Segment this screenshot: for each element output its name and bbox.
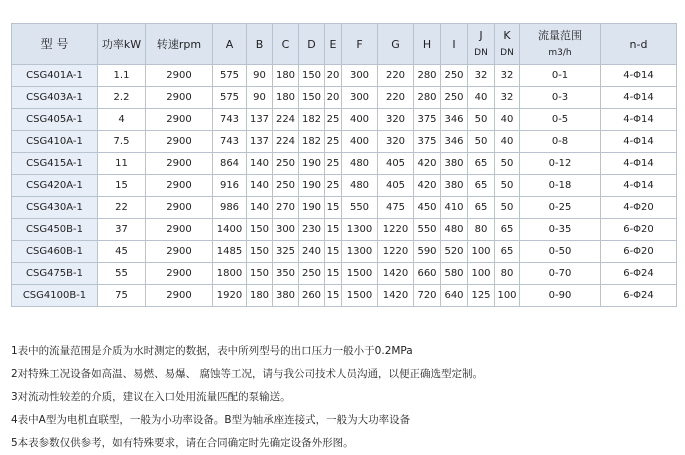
column-header-label: I [452,37,456,51]
table-cell: 6-Φ20 [601,241,677,263]
table-cell: 550 [342,197,378,219]
table-cell: 55 [98,263,146,285]
table-cell: 25 [325,131,342,153]
column-header [495,24,520,65]
table-cell: 182 [299,131,325,153]
table-cell: 50 [495,153,520,175]
table-cell: 150 [299,65,325,87]
table-cell: 22 [98,197,146,219]
table-cell: 224 [273,109,299,131]
table-cell: 50 [468,109,495,131]
table-cell: 75 [98,285,146,307]
model-cell: CSG405A-1 [12,109,98,131]
column-header-label: 功率kW [101,37,142,51]
note-1: 1表中的流量范围是介质为水时测定的数据，表中所列型号的出口压力一般小于0.2MPa [11,345,413,357]
table-cell: 182 [299,109,325,131]
table-cell: 375 [414,109,441,131]
table-cell: 250 [273,153,299,175]
table-cell: 100 [495,285,520,307]
table-cell: 2900 [146,153,213,175]
table-cell: 1800 [213,263,247,285]
column-header-unit: DN [500,47,514,58]
table-cell: 190 [299,175,325,197]
table-cell: 65 [468,153,495,175]
column-header-label: J [479,28,483,42]
table-cell: 864 [213,153,247,175]
table-cell: 250 [441,87,468,109]
column-header [213,24,247,65]
table-cell: 250 [299,263,325,285]
column-header [441,24,468,65]
table-cell: 420 [414,153,441,175]
table-cell: 15 [98,175,146,197]
column-header-label: K [503,28,511,42]
table-cell: 100 [468,241,495,263]
table-cell: 405 [378,175,414,197]
table-cell: 80 [468,219,495,241]
table-cell: 65 [495,241,520,263]
model-cell: CSG430A-1 [12,197,98,219]
column-header-label: A [225,37,234,51]
table-cell: 250 [441,65,468,87]
table-cell: 380 [273,285,299,307]
table-cell: 580 [441,263,468,285]
model-cell: CSG415A-1 [12,153,98,175]
table-cell: 400 [342,131,378,153]
column-header [414,24,441,65]
table-cell: 743 [213,109,247,131]
table-cell: 137 [247,109,273,131]
note-2: 2对特殊工况设备如高温、易燃、易爆、 腐蚀等工况，请与我公司技术人员沟通，以便正确选型定制。 [11,368,484,380]
table-row [12,153,677,175]
column-header-label: 流量范围 [538,28,582,42]
column-header-label: D [307,37,316,51]
table-cell: 270 [273,197,299,219]
table-cell: 240 [299,241,325,263]
table-cell: 140 [247,197,273,219]
column-header-unit: m3/h [548,47,572,58]
table-cell: 125 [468,285,495,307]
table-cell: 4-Φ14 [601,175,677,197]
table-cell: 32 [495,65,520,87]
table-cell: 405 [378,153,414,175]
table-cell: 2900 [146,175,213,197]
column-header-label: n-d [629,37,648,51]
table-cell: 65 [495,219,520,241]
column-header-unit: DN [474,47,488,58]
model-cell: CSG475B-1 [12,263,98,285]
table-cell: 720 [414,285,441,307]
table-cell: 0-90 [520,285,601,307]
table-row [12,285,677,307]
table-cell: 1500 [342,263,378,285]
column-header [520,24,601,65]
table-cell: 140 [247,175,273,197]
table-cell: 916 [213,175,247,197]
table-cell: 80 [495,263,520,285]
note-3: 3对流动性较差的介质，建议在入口处用流量匹配的泵输送。 [11,391,291,403]
table-cell: 280 [414,87,441,109]
table-cell: 15 [325,241,342,263]
table-cell: 743 [213,131,247,153]
model-cell: CSG403A-1 [12,87,98,109]
table-cell: 480 [441,219,468,241]
table-cell: 1300 [342,241,378,263]
table-cell: 450 [414,197,441,219]
table-cell: 40 [495,131,520,153]
table-cell: 2900 [146,219,213,241]
table-cell: 250 [273,175,299,197]
table-cell: 1300 [342,219,378,241]
table-cell: 190 [299,197,325,219]
table-cell: 260 [299,285,325,307]
notes-section [11,340,681,455]
column-header [468,24,495,65]
table-cell: 2900 [146,87,213,109]
column-header [273,24,299,65]
table-cell: 346 [441,131,468,153]
table-cell: 575 [213,87,247,109]
model-cell: CSG4100B-1 [12,285,98,307]
table-cell: 50 [495,197,520,219]
table-cell: 0-35 [520,219,601,241]
table-cell: 380 [441,153,468,175]
table-cell: 0-50 [520,241,601,263]
table-cell: 150 [247,263,273,285]
note-4: 4表中A型为电机直联型，一般为小功率设备。B型为轴承座连接式，一般为大功率设备 [11,414,411,426]
column-header [601,24,677,65]
table-cell: 1420 [378,285,414,307]
table-cell: 400 [342,109,378,131]
table-cell: 280 [414,65,441,87]
table-cell: 15 [325,219,342,241]
column-header-label: C [281,37,290,51]
table-cell: 986 [213,197,247,219]
table-cell: 380 [441,175,468,197]
table-row [12,219,677,241]
table-cell: 15 [325,285,342,307]
table-cell: 2900 [146,241,213,263]
table-cell: 150 [299,87,325,109]
table-cell: 37 [98,219,146,241]
table-cell: 180 [273,65,299,87]
column-header-label: G [391,37,400,51]
table-cell: 11 [98,153,146,175]
table-cell: 4-Φ20 [601,197,677,219]
model-cell: CSG401A-1 [12,65,98,87]
table-cell: 25 [325,175,342,197]
note-5: 5本表参数仅供参考，如有特殊要求，请在合同确定时先确定设备外形图。 [11,437,354,449]
table-cell: 15 [325,197,342,219]
table-body [12,65,677,307]
table-cell: 346 [441,109,468,131]
column-header [247,24,273,65]
table-cell: 40 [495,109,520,131]
table-cell: 300 [342,65,378,87]
table-cell: 4-Φ14 [601,153,677,175]
table-cell: 6-Φ20 [601,219,677,241]
column-header-label: E [329,37,337,51]
table-cell: 190 [299,153,325,175]
table-cell: 65 [468,197,495,219]
table-cell: 300 [342,87,378,109]
table-cell: 150 [247,241,273,263]
column-header-label: 转速rpm [156,37,202,51]
table-cell: 550 [414,219,441,241]
table-cell: 2.2 [98,87,146,109]
table-cell: 660 [414,263,441,285]
column-header [342,24,378,65]
table-cell: 2900 [146,263,213,285]
table-row [12,65,677,87]
table-cell: 480 [342,153,378,175]
table-cell: 325 [273,241,299,263]
table-cell: 640 [441,285,468,307]
column-header [146,24,213,65]
table-cell: 6-Φ24 [601,263,677,285]
table-cell: 230 [299,219,325,241]
table-cell: 375 [414,131,441,153]
table-cell: 7.5 [98,131,146,153]
table-cell: 480 [342,175,378,197]
table-cell: 0-18 [520,175,601,197]
table-cell: 350 [273,263,299,285]
table-cell: 20 [325,65,342,87]
table-cell: 520 [441,241,468,263]
table-cell: 1420 [378,263,414,285]
table-cell: 100 [468,263,495,285]
table-row [12,197,677,219]
table-cell: 410 [441,197,468,219]
table-cell: 1220 [378,241,414,263]
table-cell: 0-70 [520,263,601,285]
table-cell: 220 [378,87,414,109]
table-row [12,87,677,109]
table-row [12,109,677,131]
table-cell: 1500 [342,285,378,307]
table-cell: 220 [378,65,414,87]
table-cell: 6-Φ24 [601,285,677,307]
table-cell: 0-12 [520,153,601,175]
table-cell: 25 [325,153,342,175]
model-cell: CSG450B-1 [12,219,98,241]
table-cell: 32 [495,87,520,109]
spec-table [11,23,677,307]
table-cell: 15 [325,263,342,285]
table-cell: 2900 [146,65,213,87]
column-header-label: H [422,37,432,51]
table-cell: 180 [247,285,273,307]
table-cell: 4-Φ14 [601,109,677,131]
table-cell: 4-Φ14 [601,87,677,109]
table-cell: 300 [273,219,299,241]
table-cell: 4-Φ14 [601,65,677,87]
table-cell: 20 [325,87,342,109]
table-cell: 2900 [146,197,213,219]
table-cell: 2900 [146,109,213,131]
model-cell: CSG460B-1 [12,241,98,263]
table-cell: 1220 [378,219,414,241]
table-cell: 32 [468,65,495,87]
table-cell: 475 [378,197,414,219]
table-cell: 320 [378,131,414,153]
column-header [299,24,325,65]
column-header-label: B [255,37,264,51]
table-cell: 180 [273,87,299,109]
table-cell: 137 [247,131,273,153]
table-cell: 1.1 [98,65,146,87]
table-cell: 90 [247,65,273,87]
table-cell: 420 [414,175,441,197]
column-header [325,24,342,65]
table-cell: 0-25 [520,197,601,219]
table-cell: 1485 [213,241,247,263]
table-row [12,175,677,197]
table-row [12,131,677,153]
table-cell: 224 [273,131,299,153]
table-cell: 4 [98,109,146,131]
table-cell: 90 [247,87,273,109]
table-cell: 40 [468,87,495,109]
model-cell: CSG410A-1 [12,131,98,153]
table-row [12,241,677,263]
table-cell: 2900 [146,131,213,153]
table-cell: 45 [98,241,146,263]
column-header [98,24,146,65]
table-cell: 50 [468,131,495,153]
table-header-row [12,24,677,65]
table-cell: 0-3 [520,87,601,109]
table-cell: 0-8 [520,131,601,153]
table-cell: 150 [247,219,273,241]
table-cell: 0-5 [520,109,601,131]
model-cell: CSG420A-1 [12,175,98,197]
table-row [12,263,677,285]
table-cell: 590 [414,241,441,263]
table-cell: 1920 [213,285,247,307]
table-cell: 1400 [213,219,247,241]
table-cell: 25 [325,109,342,131]
column-header-label: 型 号 [40,36,69,51]
table-cell: 2900 [146,285,213,307]
column-header-label: F [356,37,363,51]
table-cell: 0-1 [520,65,601,87]
column-header [12,24,98,65]
table-cell: 4-Φ14 [601,131,677,153]
table-cell: 50 [495,175,520,197]
table-cell: 575 [213,65,247,87]
table-cell: 140 [247,153,273,175]
table-cell: 320 [378,109,414,131]
column-header [378,24,414,65]
table-cell: 65 [468,175,495,197]
